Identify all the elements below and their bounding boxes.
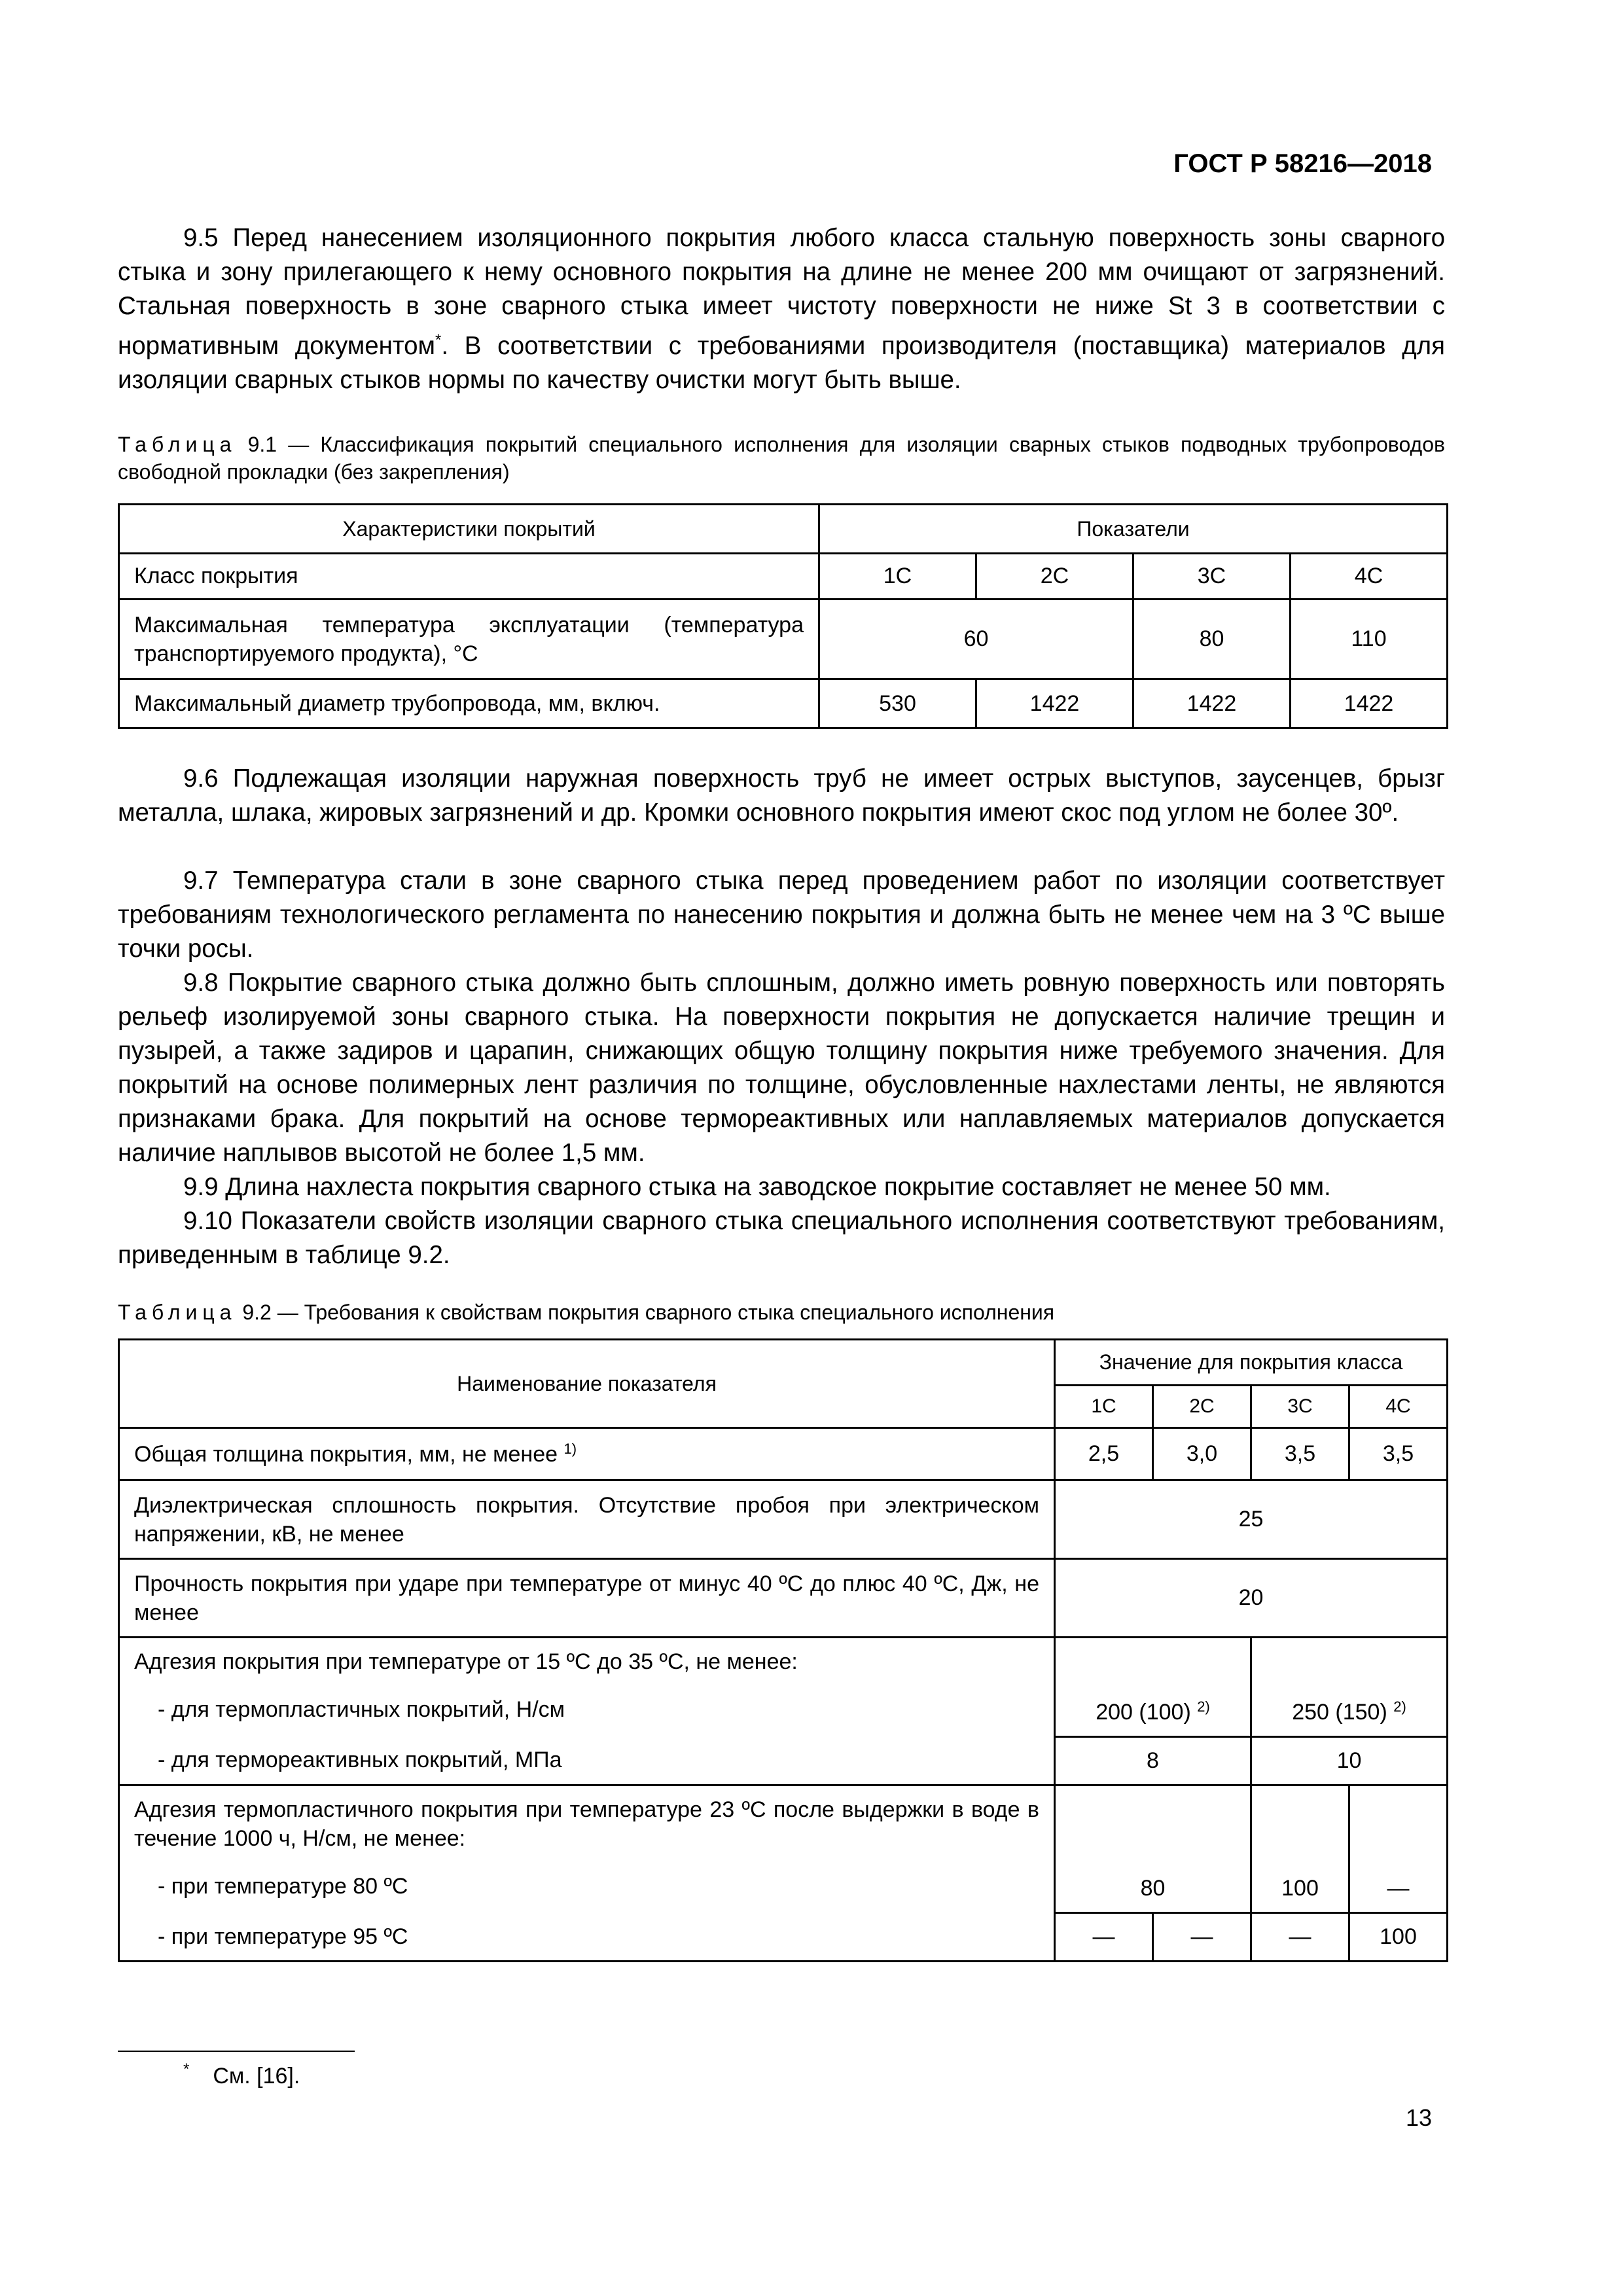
paragraph-9-5-text-a: 9.5 Перед нанесением изоляционного покрытия любого класса стальную поверхность зоны сварного стыка и зону прилегающего к нему основного покрытия на длине не менее 200 мм очищают от загрязнений. Стальная поверхность в зоне сварного стыка имеет чистоту поверхности не ниже St 3 в соответствии с нормативным документом [118, 224, 1445, 360]
class-header: 3С [1251, 1386, 1349, 1428]
paragraph-9-5 [118, 221, 1445, 397]
class-header: 2С [1153, 1386, 1251, 1428]
table-row [119, 1785, 1448, 1913]
cell: 530 [819, 679, 976, 728]
table-9-1-header-indicators: Показатели [819, 505, 1448, 554]
cell: 20 [1055, 1559, 1448, 1638]
class-header: 1С [1055, 1386, 1153, 1428]
adhesion-sub-thermoset: - для термореактивных покрытий, МПа [158, 1748, 562, 1773]
footnote [183, 2060, 300, 2089]
cell: 3,5 [1349, 1428, 1448, 1480]
adhesion-sub-thermoplastic: - для термопластичных покрытий, Н/см [158, 1697, 565, 1722]
paragraph-9-5-text-b: . В соответствии с требованиями производителя (поставщика) материалов для изоляции сварных стыков нормы по качеству очистки могут быть выше. [118, 331, 1445, 394]
cell: — [1349, 1785, 1448, 1913]
cell: 25 [1055, 1480, 1448, 1559]
table-9-1-caption-label: Таблица [118, 433, 237, 456]
table-9-2-caption-text: 9.2 — Требования к свойствам покрытия сварного стыка специального исполнения [236, 1300, 1055, 1324]
cell: — [1251, 1913, 1349, 1962]
note-reference: 2) [1393, 1698, 1406, 1715]
row-label [119, 1913, 1055, 1962]
paragraph-9-8: 9.8 Покрытие сварного стыка должно быть сплошным, должно иметь ровную поверхность или повторять рельеф изолируемой зоны сварного стыка. На поверхности покрытия не допускается наличие трещин и пузырей, а также задиров и царапин, снижающих общую толщину покрытия ниже требуемого значения. Для покрытий на основе полимерных лент различия по толщине, обусловленные нахлестами ленты, не являются признаками брака. Для покрытий на основе термореактивных или наплавляемых материалов допускается наличие наплывов высотой не более 1,5 мм. [118, 969, 1445, 1167]
table-9-1-caption-text: 9.1 — Классификация покрытий специального исполнения для изоляции сварных стыков подводных трубопроводов свободной прокладки (без закрепления) [118, 433, 1445, 484]
cell: 1422 [1133, 679, 1291, 728]
footnote-reference-mark: * [435, 331, 442, 349]
adhesion-label: Адгезия покрытия при температуре от 15 ºС до 35 ºС, не менее: [134, 1649, 798, 1674]
cell: — [1055, 1913, 1153, 1962]
paragraph-9-6: 9.6 Подлежащая изоляции наружная поверхность труб не имеет острых выступов, заусенцев, брызг металла, шлака, жировых загрязнений и др. Кромки основного покрытия имеют скос под углом не более 30º. [118, 764, 1445, 827]
cell: 60 [819, 600, 1133, 679]
table-9-2-header-value: Значение для покрытия класса [1055, 1340, 1448, 1386]
table-9-1-header-characteristics: Характеристики покрытий [119, 505, 819, 554]
table-row [119, 1428, 1448, 1480]
cell: 1422 [1291, 679, 1448, 728]
row-label [119, 1428, 1055, 1480]
row-label: Диэлектрическая сплошность покрытия. Отсутствие пробоя при электрическом напряжении, кВ, не менее [119, 1480, 1055, 1559]
cell: 3,5 [1251, 1428, 1349, 1480]
table-row [119, 554, 1448, 600]
cell: 10 [1251, 1736, 1448, 1785]
cell: — [1153, 1913, 1251, 1962]
row-label [119, 1638, 1055, 1737]
table-row [119, 1638, 1448, 1737]
note-reference: 1) [563, 1441, 577, 1457]
footnote-text: См. [16]. [213, 2064, 300, 2089]
cell: 2,5 [1055, 1428, 1153, 1480]
cell: 80 [1055, 1785, 1251, 1913]
table-row [119, 1480, 1448, 1559]
table-9-2-caption [118, 1299, 1445, 1326]
table-9-2-caption-label: Таблица [118, 1300, 237, 1324]
adhesion-water-sub-80: - при температуре 80 ºС [158, 1873, 408, 1899]
table-9-1-caption [118, 431, 1445, 486]
paragraph-9-7: 9.7 Температура стали в зоне сварного стыка перед проведением работ по изоляции соответствует требованиям технологического регламента по нанесению покрытия и должна быть не менее чем на 3 ºС выше точки росы. [118, 867, 1445, 963]
cell: 3С [1133, 554, 1291, 600]
cell: 110 [1291, 600, 1448, 679]
row-label [119, 1736, 1055, 1785]
row-label-text: Общая толщина покрытия, мм, не менее [134, 1442, 558, 1467]
table-row [119, 600, 1448, 679]
cell: 80 [1133, 600, 1291, 679]
cell: 1422 [976, 679, 1133, 728]
cell: 2С [976, 554, 1133, 600]
table-9-2-header-name: Наименование показателя [119, 1340, 1055, 1428]
table-row [119, 1913, 1448, 1962]
cell [1251, 1638, 1448, 1737]
cell-value: 200 (100) [1096, 1699, 1191, 1725]
adhesion-water-label: Адгезия термопластичного покрытия при температуре 23 ºС после выдержки в воде в течение 1000 ч, Н/см, не менее: [134, 1797, 1039, 1851]
cell: 100 [1251, 1785, 1349, 1913]
cell: 100 [1349, 1913, 1448, 1962]
row-label: Класс покрытия [119, 554, 819, 600]
cell: 1С [819, 554, 976, 600]
class-header: 4С [1349, 1386, 1448, 1428]
paragraph-9-9: 9.9 Длина нахлеста покрытия сварного стыка на заводское покрытие составляет не менее 50 мм. [183, 1173, 1331, 1201]
adhesion-water-sub-95: - при температуре 95 ºС [158, 1924, 408, 1949]
cell: 3,0 [1153, 1428, 1251, 1480]
table-row [119, 1736, 1448, 1785]
cell: 4С [1291, 554, 1448, 600]
table-9-1 [118, 503, 1448, 729]
row-label [119, 1785, 1055, 1913]
table-9-2 [118, 1338, 1448, 1962]
note-reference: 2) [1197, 1698, 1210, 1715]
table-row [119, 1559, 1448, 1638]
row-label: Максимальный диаметр трубопровода, мм, включ. [119, 679, 819, 728]
row-label: Максимальная температура эксплуатации (температура транспортируемого продукта), °С [119, 600, 819, 679]
footnote-mark: * [183, 2060, 190, 2078]
cell-value: 250 (150) [1292, 1699, 1387, 1725]
paragraph-9-10: 9.10 Показатели свойств изоляции сварного стыка специального исполнения соответствуют требованиям, приведенным в таблице 9.2. [118, 1207, 1445, 1269]
row-label: Прочность покрытия при ударе при температуре от минус 40 ºС до плюс 40 ºС, Дж, не менее [119, 1559, 1055, 1638]
cell [1055, 1638, 1251, 1737]
page-number: 13 [1405, 2104, 1432, 2131]
table-row [119, 679, 1448, 728]
footnote-divider [118, 2051, 355, 2052]
cell: 8 [1055, 1736, 1251, 1785]
document-header: ГОСТ Р 58216—2018 [1173, 149, 1432, 178]
